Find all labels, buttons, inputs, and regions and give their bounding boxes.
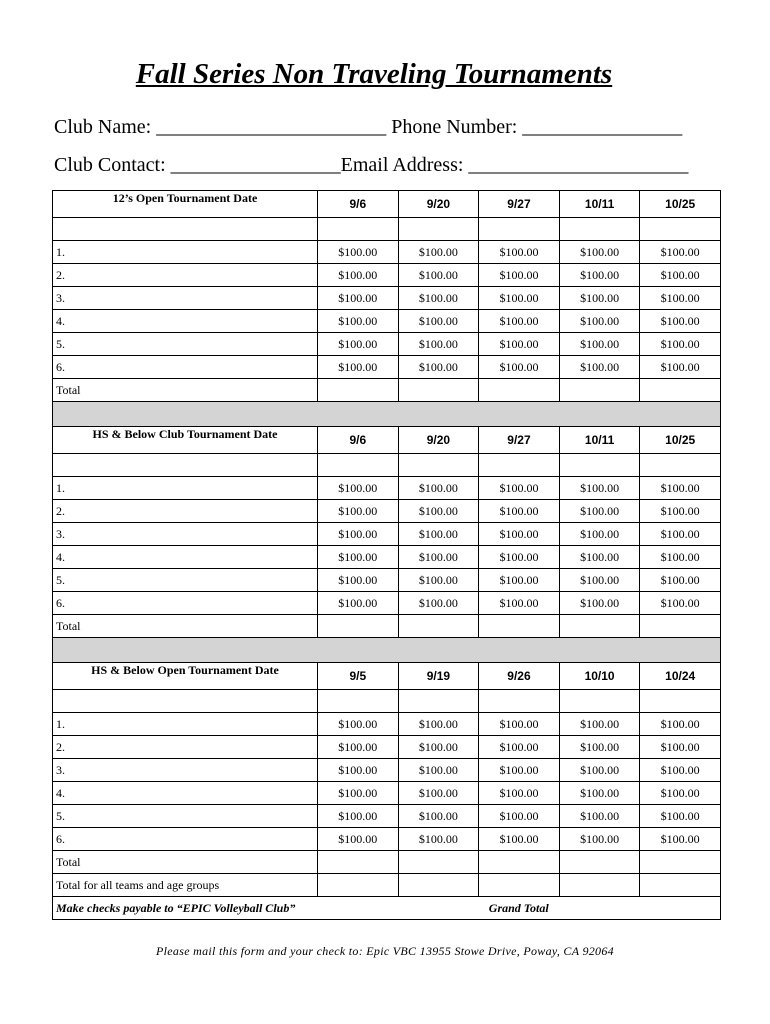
fee-cell: $100.00 [640, 333, 721, 356]
fee-cell: $100.00 [479, 569, 560, 592]
fee-cell: $100.00 [559, 477, 640, 500]
fee-cell: $100.00 [559, 569, 640, 592]
fee-cell: $100.00 [318, 356, 399, 379]
fee-cell: $100.00 [559, 523, 640, 546]
fee-cell: $100.00 [640, 310, 721, 333]
fee-cell: $100.00 [559, 736, 640, 759]
team-row [53, 736, 721, 759]
fee-cell: $100.00 [318, 523, 399, 546]
fee-cell: $100.00 [398, 546, 479, 569]
fee-cell: $100.00 [479, 523, 560, 546]
tournament-date: 10/24 [640, 663, 721, 690]
fee-cell: $100.00 [398, 264, 479, 287]
fee-cell: $100.00 [398, 356, 479, 379]
tournament-date: 9/6 [318, 427, 399, 454]
blank-cell[interactable] [398, 218, 479, 241]
fee-cell: $100.00 [398, 782, 479, 805]
mailing-instructions: Please mail this form and your check to: Epic VBC 13955 Stowe Drive, Poway, CA 92064 [156, 944, 614, 958]
total-cell[interactable] [559, 615, 640, 638]
grand-total-label[interactable]: Grand Total [318, 897, 721, 920]
section-title: HS & Below Club Tournament Date [53, 427, 318, 454]
fee-cell: $100.00 [559, 310, 640, 333]
team-number[interactable]: 1. [53, 477, 318, 500]
fee-cell: $100.00 [559, 782, 640, 805]
fee-cell: $100.00 [318, 736, 399, 759]
fee-cell: $100.00 [318, 592, 399, 615]
team-row [53, 241, 721, 264]
fee-cell: $100.00 [398, 287, 479, 310]
fee-cell: $100.00 [318, 287, 399, 310]
fee-cell: $100.00 [479, 500, 560, 523]
team-number[interactable]: 4. [53, 310, 318, 333]
fee-cell: $100.00 [479, 759, 560, 782]
fee-cell: $100.00 [479, 264, 560, 287]
club-name-phone-line[interactable]: Club Name: _______________________ Phone Number: ________________ [54, 116, 683, 138]
blank-cell[interactable] [559, 690, 640, 713]
tournament-date: 9/20 [398, 427, 479, 454]
fee-cell: $100.00 [640, 736, 721, 759]
team-number[interactable]: 3. [53, 287, 318, 310]
team-row [53, 828, 721, 851]
fee-cell: $100.00 [559, 805, 640, 828]
team-row [53, 287, 721, 310]
tournament-date: 10/25 [640, 427, 721, 454]
fee-cell: $100.00 [398, 333, 479, 356]
total-all-cell[interactable] [479, 874, 560, 897]
section-header-row [53, 663, 721, 690]
total-cell[interactable] [318, 379, 399, 402]
total-cell[interactable] [479, 615, 560, 638]
blank-cell[interactable] [398, 690, 479, 713]
fee-cell: $100.00 [559, 713, 640, 736]
page-title: Fall Series Non Traveling Tournaments [135, 58, 613, 90]
fee-cell: $100.00 [318, 333, 399, 356]
total-row [53, 379, 721, 402]
total-label: Total [53, 615, 318, 638]
team-row [53, 333, 721, 356]
fee-cell: $100.00 [479, 333, 560, 356]
team-row [53, 569, 721, 592]
team-number[interactable]: 2. [53, 264, 318, 287]
fee-cell: $100.00 [479, 546, 560, 569]
section-header-row [53, 427, 721, 454]
tournament-date: 10/10 [559, 663, 640, 690]
team-row [53, 805, 721, 828]
section-title: 12’s Open Tournament Date [53, 191, 318, 218]
fee-cell: $100.00 [559, 759, 640, 782]
fee-cell: $100.00 [640, 782, 721, 805]
team-row [53, 759, 721, 782]
fee-cell: $100.00 [479, 287, 560, 310]
separator-band [53, 402, 721, 427]
total-cell[interactable] [640, 615, 721, 638]
fee-cell: $100.00 [559, 828, 640, 851]
blank-cell[interactable] [640, 218, 721, 241]
tournament-date: 10/11 [559, 427, 640, 454]
blank-cell[interactable] [318, 218, 399, 241]
fee-cell: $100.00 [398, 592, 479, 615]
fee-cell: $100.00 [398, 500, 479, 523]
section-separator [53, 638, 721, 663]
fee-cell: $100.00 [559, 592, 640, 615]
fee-cell: $100.00 [640, 592, 721, 615]
blank-cell[interactable] [398, 454, 479, 477]
team-row [53, 546, 721, 569]
team-number[interactable]: 6. [53, 356, 318, 379]
total-row [53, 851, 721, 874]
fee-cell: $100.00 [640, 523, 721, 546]
club-contact-email-line[interactable]: Club Contact: _________________Email Address: ______________________ [54, 154, 689, 176]
tournament-date: 9/27 [479, 191, 560, 218]
team-number[interactable]: 3. [53, 759, 318, 782]
fee-cell: $100.00 [318, 805, 399, 828]
fee-cell: $100.00 [318, 310, 399, 333]
fee-cell: $100.00 [398, 569, 479, 592]
fee-cell: $100.00 [640, 805, 721, 828]
fee-cell: $100.00 [559, 264, 640, 287]
tournament-date: 9/20 [398, 191, 479, 218]
team-number[interactable]: 5. [53, 805, 318, 828]
checks-payable-note: Make checks payable to “EPIC Volleyball Club” [53, 897, 318, 920]
fee-cell: $100.00 [398, 713, 479, 736]
fee-cell: $100.00 [318, 477, 399, 500]
total-row [53, 615, 721, 638]
team-number[interactable]: 1. [53, 713, 318, 736]
blank-cell[interactable] [640, 690, 721, 713]
fee-cell: $100.00 [398, 477, 479, 500]
fee-cell: $100.00 [479, 477, 560, 500]
total-all-row [53, 874, 721, 897]
fee-cell: $100.00 [640, 759, 721, 782]
fee-cell: $100.00 [479, 713, 560, 736]
team-number[interactable]: 2. [53, 736, 318, 759]
registration-table [52, 190, 721, 920]
fee-cell: $100.00 [640, 241, 721, 264]
fee-cell: $100.00 [398, 241, 479, 264]
section-separator [53, 402, 721, 427]
team-row [53, 592, 721, 615]
fee-cell: $100.00 [318, 264, 399, 287]
fee-cell: $100.00 [318, 759, 399, 782]
total-all-cell[interactable] [318, 874, 399, 897]
total-cell[interactable] [479, 851, 560, 874]
total-all-label: Total for all teams and age groups [53, 874, 318, 897]
total-label: Total [53, 851, 318, 874]
team-number[interactable]: 1. [53, 241, 318, 264]
fee-cell: $100.00 [479, 310, 560, 333]
fee-cell: $100.00 [479, 782, 560, 805]
team-row [53, 356, 721, 379]
total-all-cell[interactable] [559, 874, 640, 897]
total-cell[interactable] [640, 379, 721, 402]
blank-cell[interactable] [318, 454, 399, 477]
team-entry-cell[interactable] [53, 218, 318, 241]
fee-cell: $100.00 [559, 500, 640, 523]
team-number[interactable]: 4. [53, 546, 318, 569]
fee-cell: $100.00 [318, 569, 399, 592]
fee-cell: $100.00 [640, 356, 721, 379]
fee-cell: $100.00 [318, 828, 399, 851]
fee-cell: $100.00 [640, 546, 721, 569]
tournament-date: 9/26 [479, 663, 560, 690]
blank-row [53, 690, 721, 713]
team-row [53, 477, 721, 500]
grand-total-row [53, 897, 721, 920]
fee-cell: $100.00 [398, 805, 479, 828]
team-row [53, 500, 721, 523]
fee-cell: $100.00 [640, 500, 721, 523]
tournament-date: 9/19 [398, 663, 479, 690]
fee-cell: $100.00 [640, 569, 721, 592]
total-cell[interactable] [318, 851, 399, 874]
total-label: Total [53, 379, 318, 402]
fee-cell: $100.00 [318, 546, 399, 569]
team-number[interactable]: 3. [53, 523, 318, 546]
tournament-date: 10/11 [559, 191, 640, 218]
blank-cell[interactable] [318, 690, 399, 713]
fee-cell: $100.00 [318, 500, 399, 523]
total-all-cell[interactable] [640, 874, 721, 897]
total-cell[interactable] [559, 379, 640, 402]
fee-cell: $100.00 [398, 736, 479, 759]
team-entry-cell[interactable] [53, 454, 318, 477]
blank-cell[interactable] [559, 454, 640, 477]
team-row [53, 310, 721, 333]
team-entry-cell[interactable] [53, 690, 318, 713]
fee-cell: $100.00 [640, 264, 721, 287]
fee-cell: $100.00 [479, 356, 560, 379]
fee-cell: $100.00 [559, 546, 640, 569]
total-cell[interactable] [398, 615, 479, 638]
fee-cell: $100.00 [479, 241, 560, 264]
fee-cell: $100.00 [640, 828, 721, 851]
section-header-row [53, 191, 721, 218]
team-number[interactable]: 6. [53, 592, 318, 615]
blank-cell[interactable] [479, 218, 560, 241]
blank-cell[interactable] [559, 218, 640, 241]
team-row [53, 782, 721, 805]
fee-cell: $100.00 [398, 828, 479, 851]
tournament-date: 9/6 [318, 191, 399, 218]
blank-cell[interactable] [640, 454, 721, 477]
team-row [53, 713, 721, 736]
fee-cell: $100.00 [559, 241, 640, 264]
team-number[interactable]: 6. [53, 828, 318, 851]
fee-cell: $100.00 [318, 782, 399, 805]
team-row [53, 523, 721, 546]
total-cell[interactable] [479, 379, 560, 402]
tournament-date: 9/5 [318, 663, 399, 690]
fee-cell: $100.00 [479, 592, 560, 615]
section-title: HS & Below Open Tournament Date [53, 663, 318, 690]
total-all-cell[interactable] [398, 874, 479, 897]
blank-cell[interactable] [479, 454, 560, 477]
fee-cell: $100.00 [559, 356, 640, 379]
total-cell[interactable] [398, 851, 479, 874]
tournament-date: 9/27 [479, 427, 560, 454]
blank-row [53, 218, 721, 241]
blank-cell[interactable] [479, 690, 560, 713]
fee-cell: $100.00 [479, 736, 560, 759]
total-cell[interactable] [640, 851, 721, 874]
team-number[interactable]: 5. [53, 569, 318, 592]
blank-row [53, 454, 721, 477]
team-row [53, 264, 721, 287]
fee-cell: $100.00 [479, 805, 560, 828]
total-cell[interactable] [318, 615, 399, 638]
separator-band [53, 638, 721, 663]
fee-cell: $100.00 [318, 241, 399, 264]
fee-cell: $100.00 [398, 759, 479, 782]
total-cell[interactable] [398, 379, 479, 402]
fee-cell: $100.00 [559, 287, 640, 310]
fee-cell: $100.00 [559, 333, 640, 356]
team-number[interactable]: 2. [53, 500, 318, 523]
fee-cell: $100.00 [318, 713, 399, 736]
fee-cell: $100.00 [398, 310, 479, 333]
tournament-date: 10/25 [640, 191, 721, 218]
team-number[interactable]: 5. [53, 333, 318, 356]
fee-cell: $100.00 [640, 477, 721, 500]
fee-cell: $100.00 [398, 523, 479, 546]
total-cell[interactable] [559, 851, 640, 874]
fee-cell: $100.00 [479, 828, 560, 851]
team-number[interactable]: 4. [53, 782, 318, 805]
fee-cell: $100.00 [640, 287, 721, 310]
fee-cell: $100.00 [640, 713, 721, 736]
